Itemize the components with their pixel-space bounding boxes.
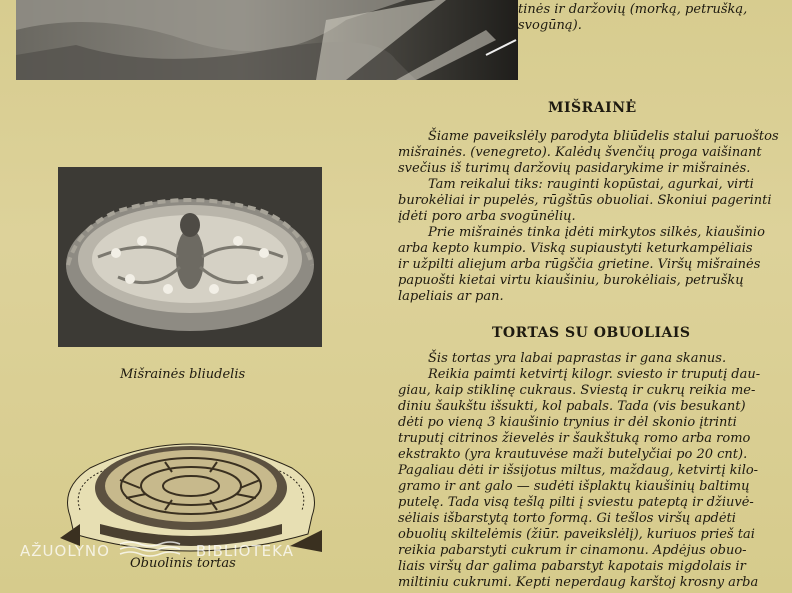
text-line: putelę. Tada visą tešlą pilti į sviestu pateptą ir džiuvė- <box>398 495 754 510</box>
watermark-waves-icon <box>118 539 188 563</box>
library-watermark <box>20 540 294 562</box>
text-line: Tam reikalui tiks: rauginti kopūstai, agurkai, virti <box>428 177 754 192</box>
cake-engraving <box>60 428 322 558</box>
text-line: dėti po vieną 3 kiaušinio trynius ir dėl skonio įtrinti <box>398 415 737 430</box>
text-line: arba kepto kumpio. Viską supiaustyti keturkampėliais <box>398 241 753 256</box>
text-line: burokėliai ir pupelės, rūgštūs obuoliai. Skoniui pagerinti <box>398 193 772 208</box>
text-line: ir užpilti aliejum arba rūgščia grietine. Viršų mišrainės <box>398 257 761 272</box>
salad-bowl-illustration <box>58 167 322 347</box>
text-line: papuošti kietai virtu kiaušiniu, burokėliais, petruškų <box>398 273 744 288</box>
text-line: giau, kaip stiklinę cukraus. Sviestą ir cukrų reikia me- <box>398 383 756 398</box>
watermark-left-text: AŽUOLYNO <box>20 542 110 560</box>
caption-cake: Obuolinis tortas <box>130 556 236 571</box>
text-line: gramo ir ant galo — sudėti išplaktų kiaušinių baltimų <box>398 479 750 494</box>
text-line: reikia pabarstyti cukrum ir cinamonu. Apdėjus obuo- <box>398 543 747 558</box>
text-line: svečius iš turimų daržovių pasidarykime ir mišrainės. <box>398 161 751 176</box>
text-line: Pagaliau dėti ir išsijotus miltus, maždaug, ketvirtį kilo- <box>398 463 759 478</box>
text-line: įdėti poro arba svogūnėlių. <box>398 209 576 224</box>
text-line: Šiame paveikslėly parodyta bliūdelis stalui paruoštos <box>428 129 779 144</box>
text-line: Reikia paimti ketvirtį kilogr. sviesto ir truputį dau- <box>428 367 761 382</box>
photo-salad-bowl <box>58 167 322 347</box>
caption-salad-bowl: Mišrainės bliudelis <box>120 367 246 382</box>
text-line: obuolių skiltelėmis (žiūr. paveikslėlį), kuriuos prieš tai <box>398 527 755 542</box>
text-line: Šis tortas yra labai paprastas ir gana skanus. <box>428 351 727 366</box>
section-heading-cake: TORTAS SU OBUOLIAIS <box>492 325 691 341</box>
photo-top-cropped <box>16 0 518 80</box>
text-line: tinės ir daržovių (morką, petrušką, <box>518 2 748 17</box>
text-line: Prie mišrainės tinka įdėti mirkytos silkės, kiaušinio <box>428 225 765 240</box>
text-line: sėliais išbarstytą torto formą. Gi tešlos viršų apdėti <box>398 511 736 526</box>
text-line: miltiniu cukrumi. Kepti neperdaug karštoj krosny arba <box>398 575 759 590</box>
cake-illustration <box>60 428 322 558</box>
text-line: ekstrakto (yra krautuvėse maži butelyčiai po 20 cnt). <box>398 447 748 462</box>
text-line: lapeliais ar pan. <box>398 289 504 304</box>
text-line: diniu šaukštu išsukti, kol pabals. Tada (vis besukant) <box>398 399 746 414</box>
text-line: svogūną). <box>518 18 582 33</box>
watermark-right-text: BIBLIOTEKA <box>195 542 294 560</box>
photo-top-illustration <box>16 0 518 80</box>
text-line: truputį citrinos žievelės ir šaukštuką romo arba romo <box>398 431 751 446</box>
section-heading-salad: MIŠRAINĖ <box>548 100 637 116</box>
text-line: mišrainės. (venegreto). Kalėdų švenčių proga vaišinant <box>398 145 762 160</box>
text-line: liais viršų dar galima pabarstyt kapotais migdolais ir <box>398 559 746 574</box>
